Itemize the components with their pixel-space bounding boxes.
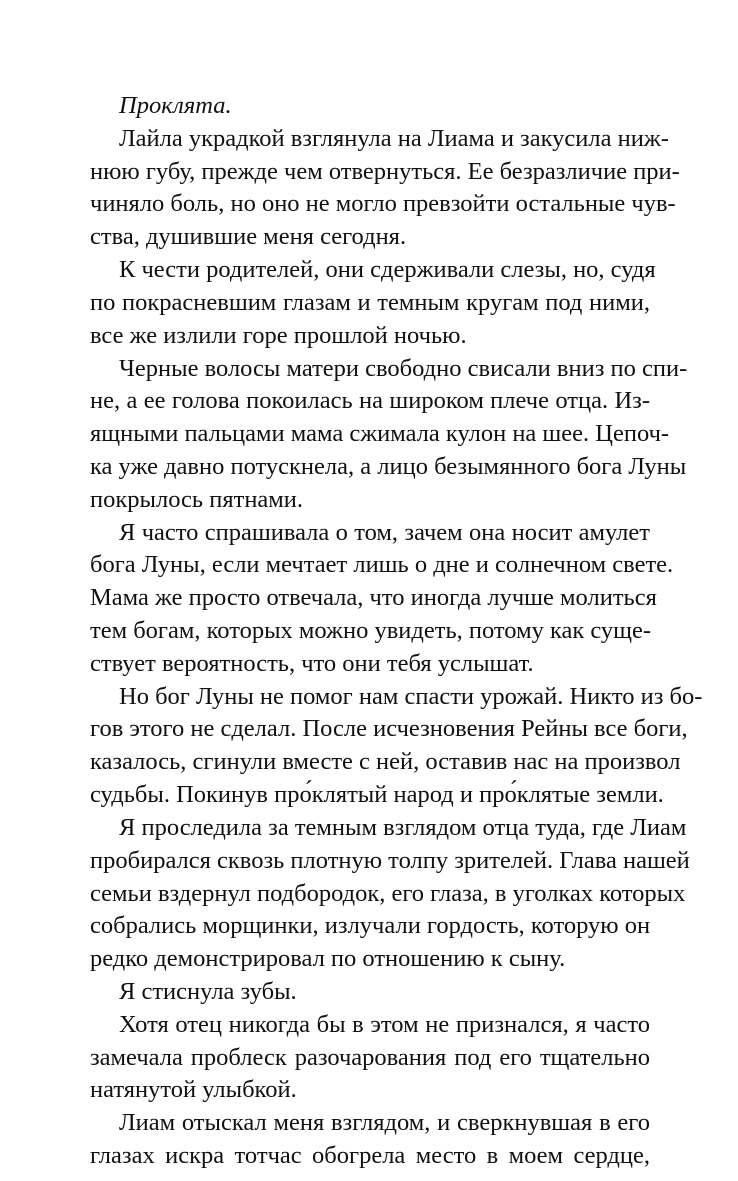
text-line: собрались морщинки, излучали гордость, которую он bbox=[90, 912, 651, 940]
text-line-italic: Проклята. bbox=[119, 92, 232, 119]
text-line: редко демонстрировал по отношению к сыну. bbox=[90, 945, 566, 973]
text-line: Но бог Луны не помог нам спасти урожай. Никто из бо- bbox=[119, 682, 703, 710]
text-line: гов этого не сделал. После исчезновения Рейны все боги, bbox=[90, 715, 688, 743]
text-line: Черные волосы матери свободно свисали вниз по спи- bbox=[119, 354, 688, 382]
text-line: глазах искра тотчас обогрела место в моем сердце, bbox=[90, 1142, 650, 1169]
text-line: Лайла украдкой взглянула на Лиама и закусила ниж- bbox=[119, 124, 669, 152]
text-line: все же излили горе прошлой ночью. bbox=[90, 321, 467, 349]
text-line: К чести родителей, они сдерживали слезы, но, судя bbox=[119, 256, 656, 284]
text-line: замечала проблеск разочарования под его тщательно bbox=[90, 1043, 650, 1071]
text-line: ствует вероятность, что они тебя услышат. bbox=[90, 649, 534, 677]
text-line: ка уже давно потускнела, а лицо безымянного бога Луны bbox=[90, 452, 687, 480]
text-line: пробирался сквозь плотную толпу зрителей. Глава нашей bbox=[90, 846, 690, 874]
text-line: казалось, сгинули вместе с ней, оставив нас на произвол bbox=[90, 748, 681, 776]
text-line: Я часто спрашивала о том, зачем она носит амулет bbox=[119, 518, 650, 546]
text-line: Мама же просто отвечала, что иногда лучше молиться bbox=[90, 584, 657, 612]
text-line: ящными пальцами мама сжимала кулон на шее. Цепоч- bbox=[90, 420, 670, 448]
text-line: тем богам, которых можно увидеть, потому как суще- bbox=[90, 617, 652, 644]
text-line: Лиам отыскал меня взглядом, и сверкнувшая в его bbox=[119, 1109, 650, 1137]
text-line: Хотя отец никогда бы в этом не признался, я часто bbox=[119, 1010, 650, 1038]
text-line: семьи вздернул подбородок, его глаза, в уголках которых bbox=[90, 879, 686, 907]
text-line: натянутой улыбкой. bbox=[90, 1076, 297, 1104]
text-line: ства, душившие меня сегодня. bbox=[90, 223, 407, 251]
text-line: Я проследила за темным взглядом отца туда, где Лиам bbox=[119, 813, 687, 841]
text-line: Я стиснула зубы. bbox=[119, 977, 297, 1005]
text-line: бога Луны, если мечтает лишь о дне и солнечном свете. bbox=[90, 551, 674, 579]
text-line: не, а ее голова покоилась на широком плече отца. Из- bbox=[90, 387, 650, 415]
text-line: покрылось пятнами. bbox=[90, 485, 304, 513]
text-line: судьбы. Покинув про́клятый народ и про́клятые земли. bbox=[90, 781, 664, 809]
text-line: чиняло боль, но оно не могло превзойти остальные чув- bbox=[90, 190, 676, 218]
text-line: нюю губу, прежде чем отвернуться. Ее безразличие при- bbox=[90, 157, 680, 185]
text-line: по покрасневшим глазам и темным кругам под ними, bbox=[90, 288, 650, 316]
